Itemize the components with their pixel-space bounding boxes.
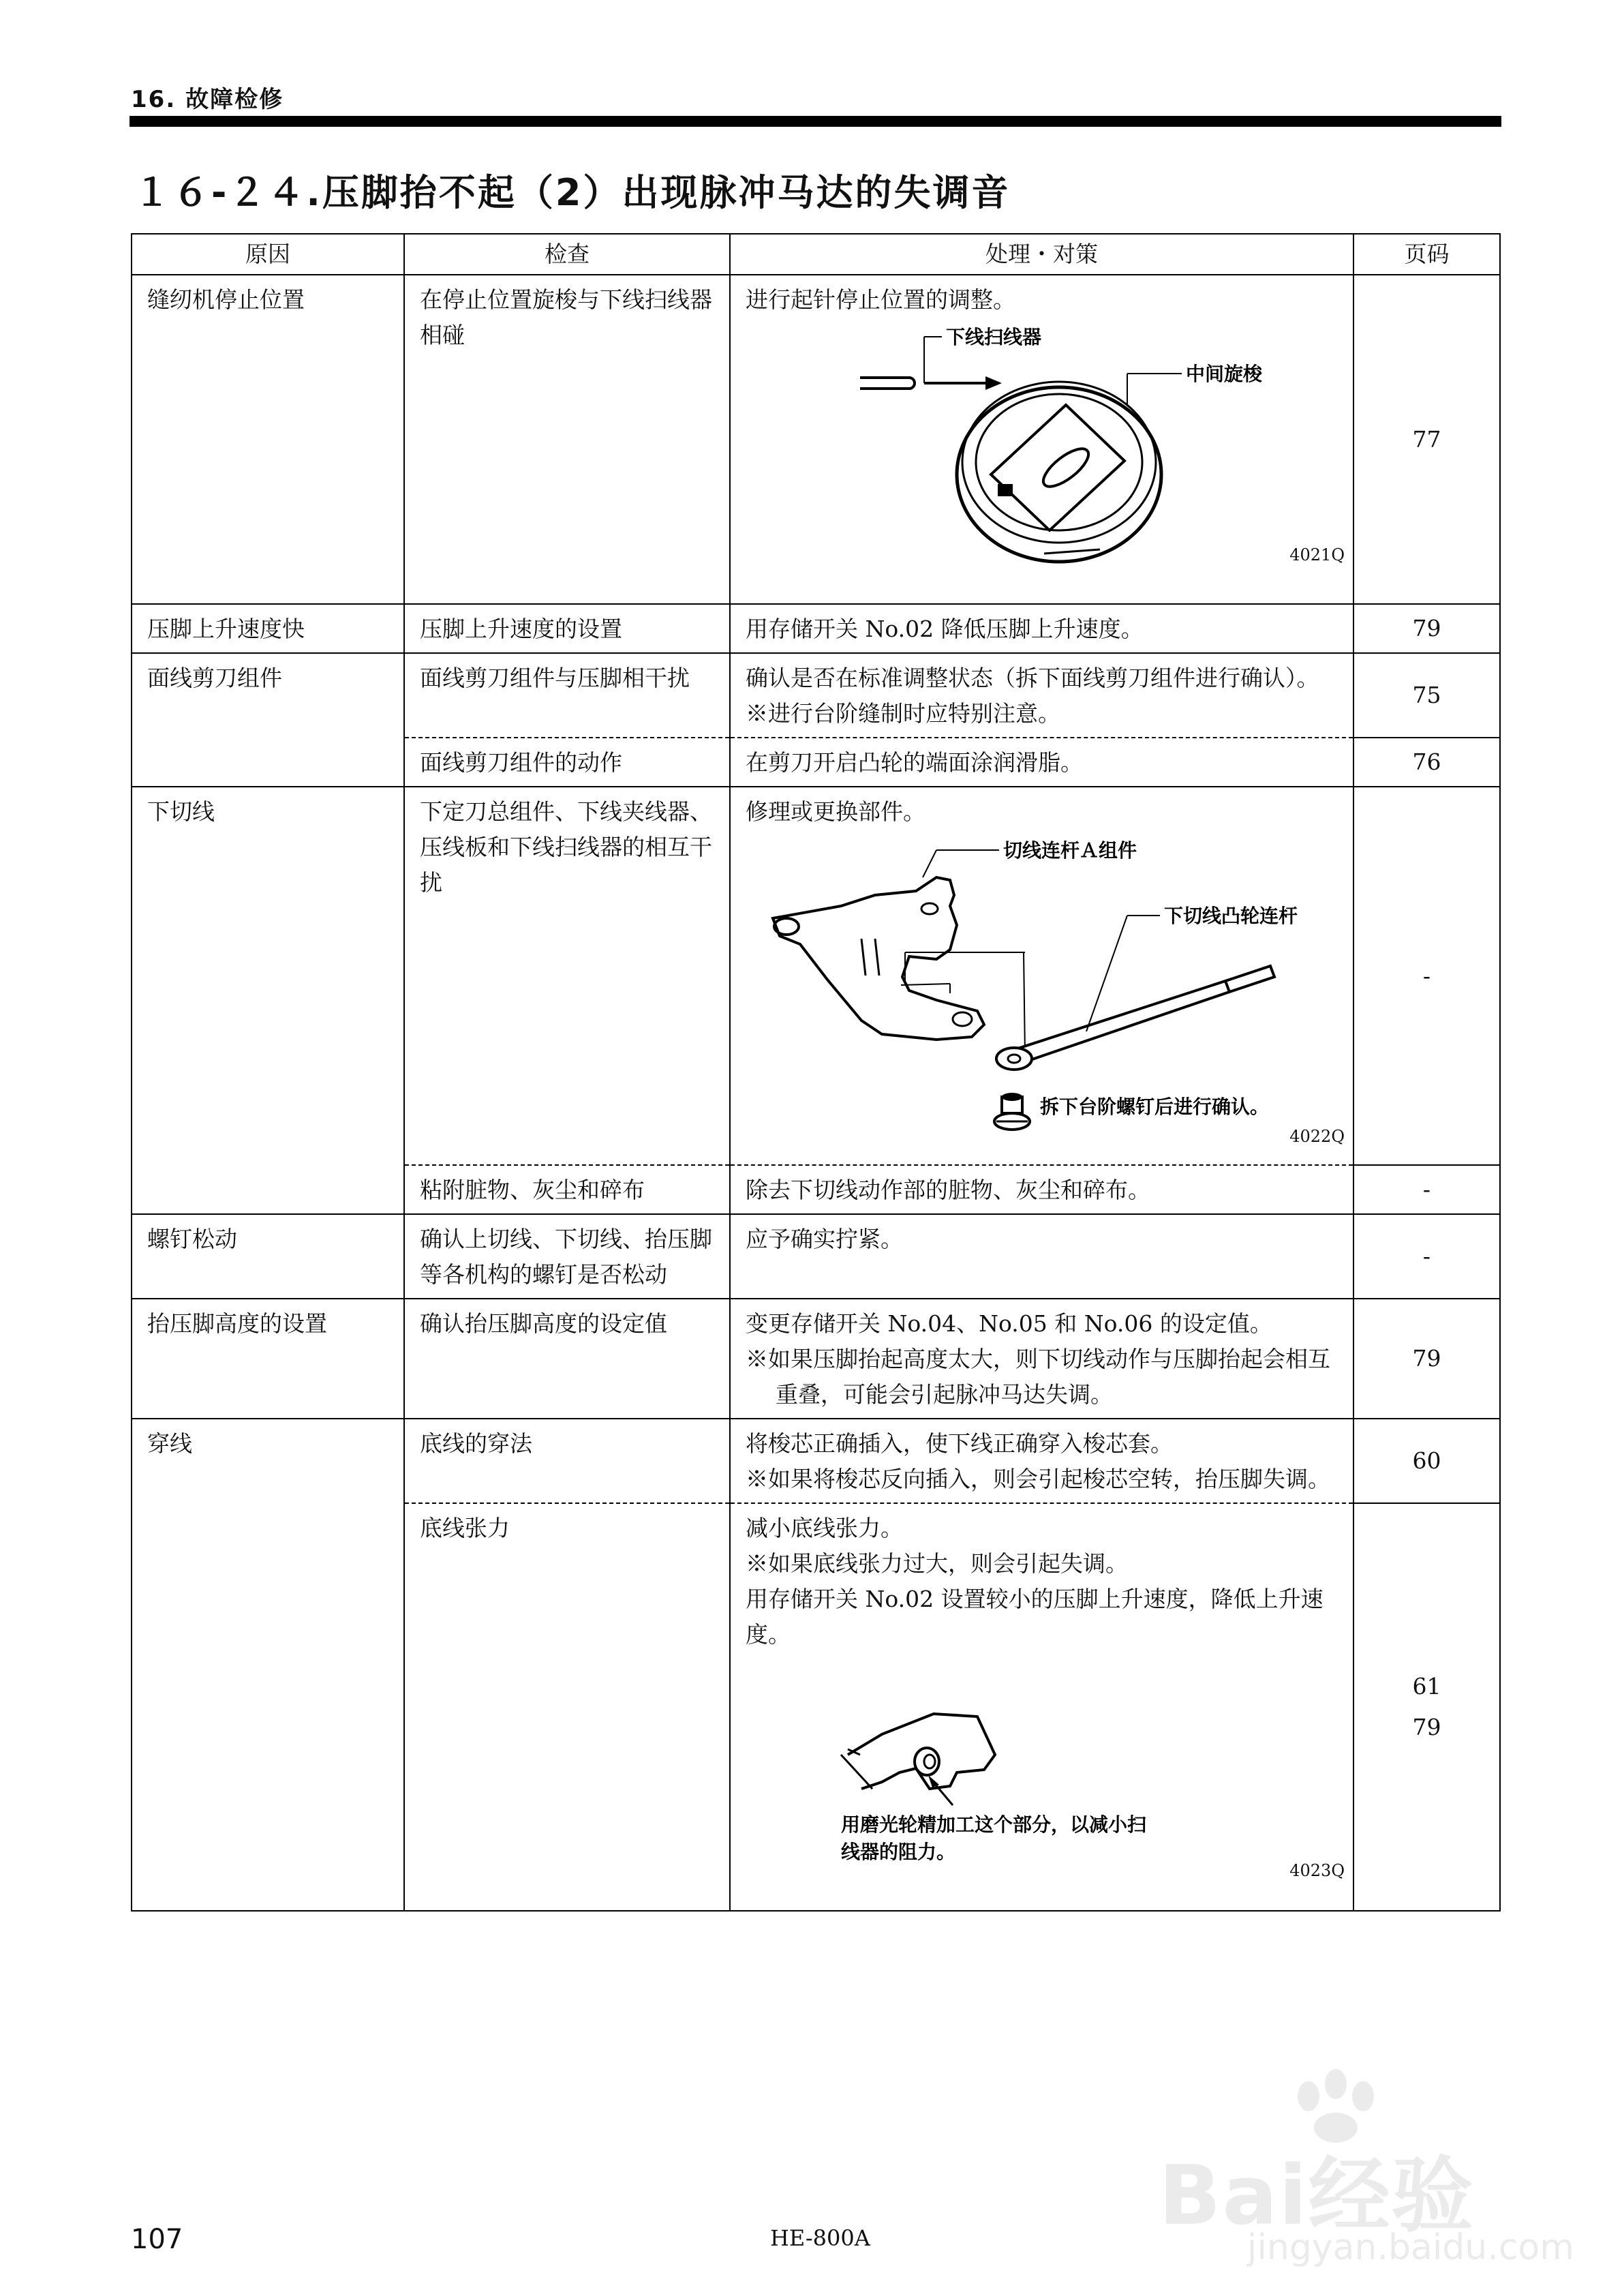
table-row — [132, 1299, 1500, 1419]
table-row — [132, 1419, 1500, 1503]
watermark-brand: Bai经验 — [1159, 2149, 1475, 2244]
page-cell: - — [1353, 787, 1500, 1165]
action-cell: 在剪刀开启凸轮的端面涂润滑脂。 — [730, 738, 1353, 787]
check-cell: 在停止位置旋梭与下线扫线器相碰 — [404, 275, 730, 604]
figure-code: 4022Q — [1289, 1127, 1345, 1146]
check-cell: 压脚上升速度的设置 — [404, 604, 730, 653]
header-page: 页码 — [1353, 234, 1500, 275]
section-label: 16. 故障检修 — [131, 86, 284, 113]
figure-label: 下线扫线器 — [946, 326, 1042, 348]
check-cell: 下定刀总组件、下线夹线器、压线板和下线扫线器的相互干扰 — [404, 787, 730, 1165]
figure-label: 下切线凸轮连杆 — [1164, 905, 1298, 927]
header-rule — [129, 116, 1501, 127]
action-text: 减小底线张力。 — [746, 1515, 903, 1541]
check-cell: 确认上切线、下切线、抬压脚等各机构的螺钉是否松动 — [404, 1214, 730, 1299]
action-text: 将梭芯正确插入，使下线正确穿入梭芯套。 — [746, 1430, 1173, 1457]
figure-code: 4021Q — [1289, 545, 1345, 564]
troubleshooting-table — [131, 233, 1501, 1912]
check-cell: 面线剪刀组件的动作 — [404, 738, 730, 787]
cutter-figure — [746, 830, 1345, 1150]
watermark — [1145, 2069, 1574, 2274]
hook-figure — [746, 318, 1345, 570]
page-cell: 60 — [1353, 1419, 1500, 1503]
page-value: 79 — [1412, 1714, 1441, 1740]
wiper-figure — [746, 1652, 1345, 1882]
leader-line — [923, 850, 936, 877]
table-header-row — [132, 234, 1500, 275]
check-cell: 面线剪刀组件与压脚相干扰 — [404, 653, 730, 738]
action-cell: 除去下切线动作部的脏物、灰尘和碎布。 — [730, 1165, 1353, 1214]
action-cell: 应予确实拧紧。 — [730, 1214, 1353, 1299]
action-note: ※如果将梭芯反向插入，则会引起梭芯空转，抬压脚失调。 — [746, 1466, 1330, 1492]
cause-cell: 面线剪刀组件 — [132, 653, 404, 787]
table-row — [132, 1214, 1500, 1299]
header-action: 处理・对策 — [730, 234, 1353, 275]
page-cell — [1353, 1503, 1500, 1911]
cause-cell: 下切线 — [132, 787, 404, 1214]
page-cell: 76 — [1353, 738, 1500, 787]
cause-cell: 螺钉松动 — [132, 1214, 404, 1299]
check-cell: 粘附脏物、灰尘和碎布 — [404, 1165, 730, 1214]
page-value: 61 — [1412, 1673, 1441, 1700]
table-row — [132, 275, 1500, 604]
page-cell: 79 — [1353, 1299, 1500, 1419]
page-cell: 79 — [1353, 604, 1500, 653]
page-number: 107 — [131, 2224, 183, 2255]
figure-label: 切线连杆Ａ组件 — [1003, 839, 1137, 862]
action-cell — [730, 653, 1353, 738]
page-cell: 77 — [1353, 275, 1500, 604]
action-cell — [730, 787, 1353, 1165]
action-cell: 用存储开关 No.02 降低压脚上升速度。 — [730, 604, 1353, 653]
hook-diagram — [746, 318, 1338, 570]
action-note: ※如果压脚抬起高度太大，则下切线动作与压脚抬起会相互重叠，可能会引起脉冲马达失调。 — [746, 1346, 1330, 1408]
action-text: 变更存储开关 No.04、No.05 和 No.06 的设定值。 — [746, 1310, 1272, 1337]
page-cell: - — [1353, 1214, 1500, 1299]
action-cell — [730, 275, 1353, 604]
check-cell: 确认抬压脚高度的设定值 — [404, 1299, 730, 1419]
action-cell — [730, 1419, 1353, 1503]
table-row — [132, 604, 1500, 653]
action-note: ※进行台阶缝制时应特别注意。 — [746, 700, 1060, 727]
figure-code: 4023Q — [1289, 1861, 1345, 1880]
header-cause: 原因 — [132, 234, 404, 275]
figure-label — [841, 1813, 1153, 1863]
header-check: 检查 — [404, 234, 730, 275]
wiper-diagram — [746, 1652, 1338, 1882]
action-note: ※如果底线张力过大，则会引起失调。 — [746, 1550, 1128, 1577]
figure-label: 中间旋梭 — [1186, 363, 1263, 385]
page-cell: 75 — [1353, 653, 1500, 738]
check-cell: 底线的穿法 — [404, 1419, 730, 1503]
action-cell — [730, 1503, 1353, 1911]
figure-label: 拆下台阶螺钉后进行确认。 — [1040, 1096, 1270, 1118]
page-cell: - — [1353, 1165, 1500, 1214]
cause-cell: 压脚上升速度快 — [132, 604, 404, 653]
action-cell — [730, 1299, 1353, 1419]
action-text: 修理或更换部件。 — [746, 798, 925, 825]
table-row — [132, 787, 1500, 1165]
figure-label-line: 用磨光轮精加工这个部分，以减小扫 — [841, 1813, 1147, 1836]
action-text: 进行起针停止位置的调整。 — [746, 286, 1015, 313]
cause-cell: 缝纫机停止位置 — [132, 275, 404, 604]
page-title: １６-２４.压脚抬不起（2）出现脉冲马达的失调音 — [134, 171, 1011, 214]
action-text: 确认是否在标准调整状态（拆下面线剪刀组件进行确认）。 — [746, 665, 1319, 691]
model-name: HE-800A — [770, 2225, 870, 2251]
cutter-diagram — [746, 830, 1338, 1150]
watermark-url: jingyan.baidu.com — [1247, 2227, 1574, 2268]
check-cell: 底线张力 — [404, 1503, 730, 1911]
cause-cell: 穿线 — [132, 1419, 404, 1911]
figure-label-line: 线器的阻力。 — [841, 1841, 956, 1863]
cause-cell: 抬压脚高度的设置 — [132, 1299, 404, 1419]
action-text-2: 用存储开关 No.02 设置较小的压脚上升速度，降低上升速度。 — [746, 1586, 1323, 1648]
table-row — [132, 653, 1500, 738]
